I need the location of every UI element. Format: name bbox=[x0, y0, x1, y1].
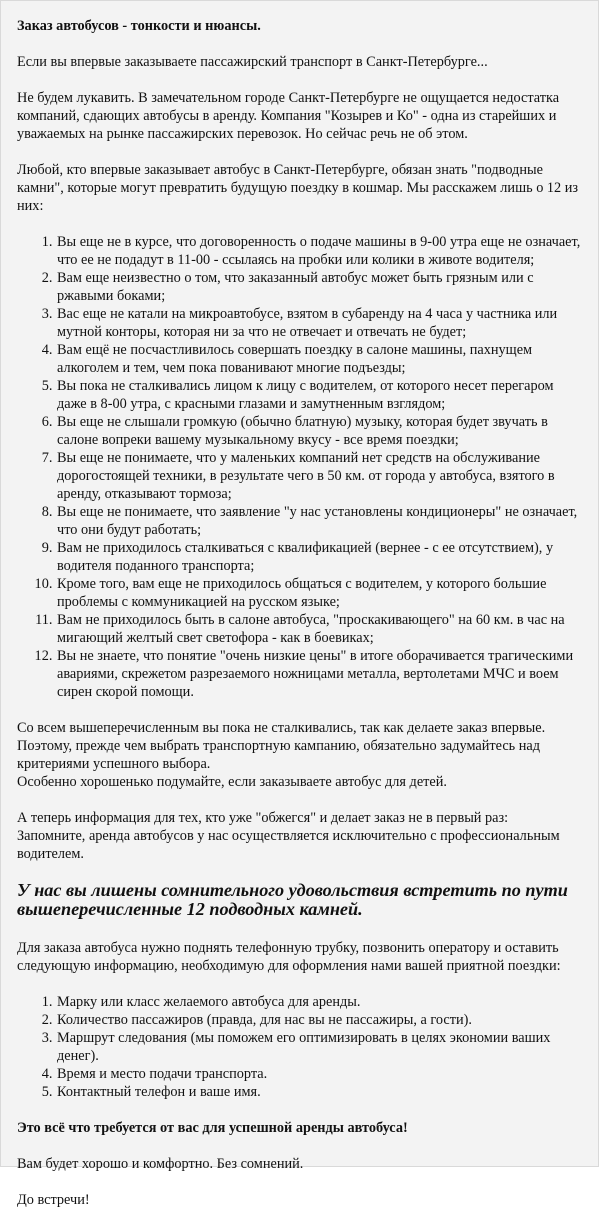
farewell-paragraph: До встречи! bbox=[17, 1192, 90, 1208]
list-item: 5. Контактный телефон и ваше имя. bbox=[56, 1083, 582, 1101]
professional-driver-line: Запомните, аренда автобусов у нас осуществляется исключительно с профессиональным водителем. bbox=[17, 828, 560, 862]
list-item: 5. Вы пока не сталкивались лицом к лицу с водителем, от которого несет перегаром даже в 8-00 утра, с красными глазами и замутненным взглядом; bbox=[56, 377, 582, 413]
children-line: Особенно хорошенько подумайте, если заказываете автобус для детей. bbox=[17, 774, 447, 790]
list-item: 2. Количество пассажиров (правда, для нас вы не пассажиры, а гости). bbox=[56, 1011, 582, 1029]
pitfalls-avoided-heading: У нас вы лишены сомнительного удовольствия встретить по пути вышеперечисленные 12 подводных камней. bbox=[17, 880, 568, 919]
company-paragraph: Не будем лукавить. В замечательном городе Санкт-Петербурге не ощущается недостатка компаний, сдающих автобусы в аренду. Компания "Козырев и Ко" - одна из старейших и уважаемых на рынке пассажирских перевозок. Но сейчас речь не об этом. bbox=[17, 90, 560, 142]
list-item: 7. Вы еще не понимаете, что у маленьких компаний нет средств на обслуживание дорогостоящей техники, в результате чего в 50 км. от города у автобуса, взятого в аренду, отказывают тормоза; bbox=[56, 449, 582, 503]
article-title: Заказ автобусов - тонкости и нюансы. bbox=[17, 18, 261, 34]
list-item: 9. Вам не приходилось сталкиваться с квалификацией (вернее - с ее отсутствием), у водителя поданного транспорта; bbox=[56, 539, 582, 575]
pitfalls-list bbox=[17, 233, 582, 701]
list-item: 8. Вы еще не понимаете, что заявление "у нас установлены кондиционеры" не означает, что они будут работать; bbox=[56, 503, 582, 539]
first-order-paragraph bbox=[17, 719, 582, 791]
list-item: 3. Маршрут следования (мы поможем его оптимизировать в целях экономии ваших денег). bbox=[56, 1029, 582, 1065]
order-info-list bbox=[17, 993, 582, 1101]
pitfalls-intro-paragraph: Любой, кто впервые заказывает автобус в Санкт-Петербурге, обязан знать "подводные камни", которые могут превратить будущую поездку в кошмар. Мы расскажем лишь о 12 из них: bbox=[17, 162, 579, 214]
list-item: 6. Вы еще не слышали громкую (обычно блатную) музыку, которая будет звучать в салоне вопреки вашему музыкальному вкусу - все время поездки; bbox=[56, 413, 582, 449]
order-instructions-paragraph: Для заказа автобуса нужно поднять телефонную трубку, позвонить оператору и оставить следующую информацию, необходимую для оформления нами вашей приятной поездки: bbox=[17, 940, 561, 974]
list-item: 1. Марку или класс желаемого автобуса для аренды. bbox=[56, 993, 582, 1011]
list-item: 4. Вам ещё не посчастливилось совершать поездку в салоне машины, пахнущем алкоголем и тем, чем пока пованивают многие подъезды; bbox=[56, 341, 582, 377]
comfort-paragraph: Вам будет хорошо и комфортно. Без сомнений. bbox=[17, 1156, 304, 1172]
first-order-line: Со всем вышеперечисленным вы пока не сталкивались, так как делаете заказ впервые. Поэтому, прежде чем выбрать транспортную кампанию, обязательно задумайтесь над критериями успешного выбора. bbox=[17, 720, 546, 772]
list-item: 2. Вам еще неизвестно о том, что заказанный автобус может быть грязным или с ржавыми боками; bbox=[56, 269, 582, 305]
requirements-statement: Это всё что требуется от вас для успешной аренды автобуса! bbox=[17, 1120, 408, 1136]
list-item: 11. Вам не приходилось быть в салоне автобуса, "проскакивающего" на 60 км. в час на мигающий желтый свет светофора - как в боевиках; bbox=[56, 611, 582, 647]
intro-paragraph: Если вы впервые заказываете пассажирский транспорт в Санкт-Петербурге... bbox=[17, 54, 488, 70]
repeat-order-paragraph bbox=[17, 809, 582, 863]
list-item: 10. Кроме того, вам еще не приходилось общаться с водителем, у которого большие проблемы с коммуникацией на русском языке; bbox=[56, 575, 582, 611]
repeat-order-line: А теперь информация для тех, кто уже "обжегся" и делает заказ не в первый раз: bbox=[17, 810, 509, 826]
list-item: 4. Время и место подачи транспорта. bbox=[56, 1065, 582, 1083]
list-item: 3. Вас еще не катали на микроавтобусе, взятом в субаренду на 4 часа у частника или мутной конторы, которая ни за что не отвечает и отвечать не будет; bbox=[56, 305, 582, 341]
list-item: 12. Вы не знаете, что понятие "очень низкие цены" в итоге оборачивается трагическими авариями, скрежетом разрезаемого ножницами металла, вертолетами МЧС и воем сирен скорой помощи. bbox=[56, 647, 582, 701]
list-item: 1. Вы еще не в курсе, что договоренность о подаче машины в 9-00 утра еще не означает, что ее не подадут в 11-00 - ссылаясь на пробки или колики в животе водителя; bbox=[56, 233, 582, 269]
